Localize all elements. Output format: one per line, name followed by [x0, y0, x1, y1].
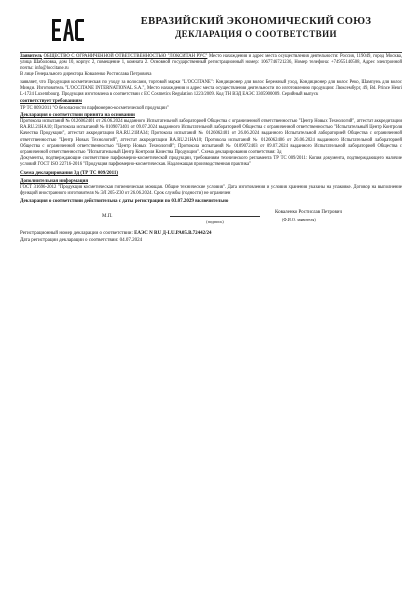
- stamp-place: М.П.: [102, 213, 113, 219]
- eac-logo: [50, 16, 86, 44]
- validity-text: Декларация о соответствии действительна с даты регистрации по 03.07.2029 включительно: [20, 199, 229, 205]
- declares-section: [20, 80, 402, 98]
- basis-text: Протокола испытаний № 0126062401 от 26.06.2024 выданного Испытательной лабораторией Общества с ограниченной ответственностью "Центр Новых Технологий", аттестат аккредитации RA.RU.21НА10; Протокола испытаний № 0109073401 от 09.07.2024 выданного Испытательной лабораторией Общества с ограниченной ответственностью "Испытательный Центр Контроля Качества Продукции", аттестат аккредитации RA.RU.21ИА34; Протокола испытаний № 0126062401 от 26.06.2024 выданного Испытательной лабораторией Общества с ограниченной ответственностью "Центр Новых Технологий", аттестат аккредитации RA.RU.21НА10; Протокола испытаний № 0126062406 от 26.06.2024 выданного Испытательной лабораторией Общества с ограниченной ответственностью "Центр Новых Технологий"; Протокола испытаний № 0109072403 от 09.07.2024 выданного Испытательной лабораторией Общества с ограниченной ответственностью "Испытательный Центр Контроля Качества Продукции". Схема декларирования соответствия: 3д: [20, 119, 402, 155]
- applicant-name: ОБЩЕСТВО С ОГРАНИЧЕННОЙ ОТВЕТСТВЕННОСТЬЮ "ЛОКСИТАН РУС": [43, 54, 208, 59]
- requirements-text: ТР ТС 009/2011 "О безопасности парфюмерно-косметической продукции": [20, 105, 169, 111]
- document-header: [20, 8, 402, 50]
- registration-date-row: [20, 237, 402, 244]
- scheme-text: Схема декларирования 3д (ТР ТС 009/2011): [20, 171, 119, 177]
- signatory-hint: (Ф.И.О. заявителя): [282, 216, 316, 222]
- signature-hint: (подпись): [206, 218, 224, 224]
- basis-annex: Документы, подтверждающие соответствие парфюмерно-косметической продукции, требованиям технического регламента ТР ТС 009/2011: Копия документа, подтверждающего наличие условий ГОСТ ISO 22716-2016 "Продукция парфюмерно-косметическая. Надлежащая производственная практика": [20, 156, 402, 168]
- extra-info-label: Дополнительная информация: [20, 178, 89, 184]
- registration-number: ЕАЭС N RU Д-LU.РА05.В.72442/24: [134, 230, 212, 236]
- extra-info-text: ГОСТ 31696-2012 "Продукция косметическая гигиеническая моющая. Общие технические условия". Дата изготовления и условия хранения указаны на упаковке. Договор на выполнение функций иностранного изготовителя № ЭЛ 205-Z30 от 26.06.2024. Срок службы (годности) не ограничен: [20, 185, 402, 197]
- registration-number-label: Регистрационный номер декларации о соответствии:: [20, 230, 133, 236]
- requirements-label: соответствует требованиям: [20, 99, 82, 105]
- signature-block: [20, 208, 402, 230]
- registration-date: 04.07.2024: [119, 237, 143, 243]
- declares-text: заявляет, что Продукция косметическая по уходу за волосами, торговой марки "L'OCCITANE": Кондиционер для волос Бережный уход, Кондиционер для волос Реко, Шампунь для волос Минди. Изготовитель "L'OCCITANE INTERNATIONAL S.A.", Место нахождения и адрес места осуществления деятельности по изготовлению продукции: Люксембург, 49, Bd. Prince Henri L-1724 Luxembourg. Продукция изготовлена в соответствии с ЕС Cosmetics Regulation 1223/2009. Код ТН ВЭД ЕАЭС 3305900009. Серийный выпуск: [20, 79, 402, 97]
- header-divider: [20, 52, 402, 53]
- applicant-label: Заявитель: [20, 54, 43, 59]
- registration-date-label: Дата регистрации декларации о соответствии:: [20, 237, 119, 243]
- signature-line: [170, 216, 260, 217]
- header-titles: [110, 16, 402, 39]
- applicant-person: В лице Генерального директора Коваленко Ростислава Петровича: [20, 72, 152, 78]
- applicant-details: Место нахождения и адрес места осуществления деятельности: Россия, 119049, город Москва, улица Шаболовка, дом 10, корпус 2, помещение 1, комната 2. Основной государственный регистрационный номер: 1067746721236, Номер телефона: +74955140508, Адрес электронной почты: info@loccitane.ru: [20, 54, 403, 72]
- document-title: ДЕКЛАРАЦИЯ О СООТВЕТСТВИИ: [175, 29, 337, 39]
- union-title: ЕВРАЗИЙСКИЙ ЭКОНОМИЧЕСКИЙ СОЮЗ: [140, 16, 372, 27]
- registration-number-row: [20, 230, 402, 237]
- applicant-section: [20, 54, 402, 79]
- signatory-name: Коваленко Ростислав Петрович: [275, 209, 342, 215]
- basis-label: Декларация о соответствии принята на основании: [20, 112, 135, 118]
